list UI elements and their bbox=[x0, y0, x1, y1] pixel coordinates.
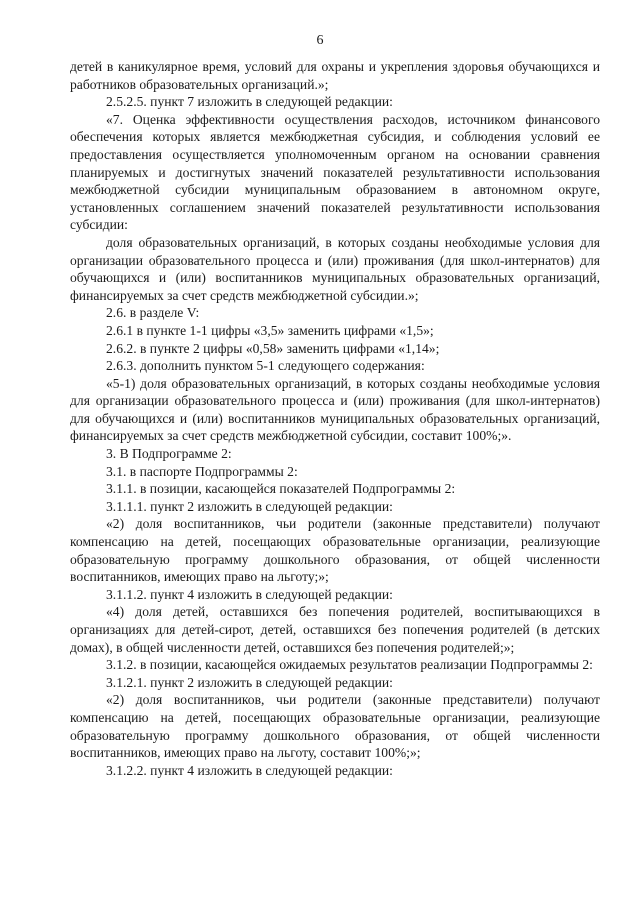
paragraph: 3.1.1.1. пункт 2 изложить в следующей редакции: bbox=[106, 498, 393, 514]
paragraph: 3.1.2.1. пункт 2 изложить в следующей редакции: bbox=[106, 674, 393, 690]
paragraph: 2.5.2.5. пункт 7 изложить в следующей редакции: bbox=[106, 94, 393, 110]
paragraph: 2.6. в разделе V: bbox=[106, 305, 200, 321]
paragraph: детей в каникулярное время, условий для охраны и укрепления здоровья обучающихся и работников образовательных организаций.»; bbox=[70, 59, 600, 92]
page-number: 6 bbox=[316, 33, 324, 48]
paragraph: 2.6.3. дополнить пунктом 5-1 следующего содержания: bbox=[106, 358, 425, 374]
paragraph: 2.6.1 в пункте 1-1 цифры «3,5» заменить цифрами «1,5»; bbox=[106, 322, 434, 338]
paragraph: 3.1. в паспорте Подпрограммы 2: bbox=[106, 463, 298, 479]
paragraph: 2.6.2. в пункте 2 цифры «0,58» заменить цифрами «1,14»; bbox=[106, 340, 440, 356]
paragraph: 3. В Подпрограмме 2: bbox=[106, 446, 232, 462]
paragraph: «7. Оценка эффективности осуществления расходов, источником финансового обеспечения которых является межбюджетная субсидия, и соблюдения условий ее предоставления осуществляется уполномоченным органом на основании сравнения планируемых и достигнутых значений показателей результативности использования межбюджетной субсидии муниципальным образованием в автономном округе, установленных соглашением значений показателей результативности использования субсидии: bbox=[70, 111, 600, 233]
paragraph: 3.1.2.2. пункт 4 изложить в следующей редакции: bbox=[106, 762, 393, 778]
paragraph: «2) доля воспитанников, чьи родители (законные представители) получают компенсацию на детей, посещающих образовательные организации, реализующие образовательную программу дошкольного образования, от общей численности воспитанников, имеющих право на льготу, составит 100%;»; bbox=[70, 692, 600, 761]
paragraph: «5-1) доля образовательных организаций, в которых созданы необходимые условия для организации образовательного процесса и (или) проживания (для школ-интернатов) для обучающихся и (или) воспитанников муниципальных образовательных организаций, финансируемых за счет средств межбюджетной субсидии, составит 100%;». bbox=[70, 375, 600, 444]
paragraph: доля образовательных организаций, в которых созданы необходимые условия для организации образовательного процесса и (или) проживания (для школ-интернатов) для обучающихся и (или) воспитанников муниципальных образовательных организаций, финансируемых за счет средств межбюджетной субсидии.»; bbox=[70, 234, 600, 303]
paragraph: 3.1.2. в позиции, касающейся ожидаемых результатов реализации Подпрограммы 2: bbox=[106, 657, 593, 673]
paragraph: «4) доля детей, оставшихся без попечения родителей, воспитывающихся в организациях для детей-сирот, детей, оставшихся без попечения родителей (в детских домах), в общей численности детей, оставшихся без попечения родителей;»; bbox=[70, 604, 600, 655]
document-body bbox=[70, 58, 600, 779]
paragraph: «2) доля воспитанников, чьи родители (законные представители) получают компенсацию на детей, посещающих образовательные организации, реализующие образовательную программу дошкольного образования, от общей численности воспитанников, имеющих право на льготу;»; bbox=[70, 516, 600, 585]
paragraph: 3.1.1.2. пункт 4 изложить в следующей редакции: bbox=[106, 586, 393, 602]
paragraph: 3.1.1. в позиции, касающейся показателей Подпрограммы 2: bbox=[106, 481, 456, 497]
